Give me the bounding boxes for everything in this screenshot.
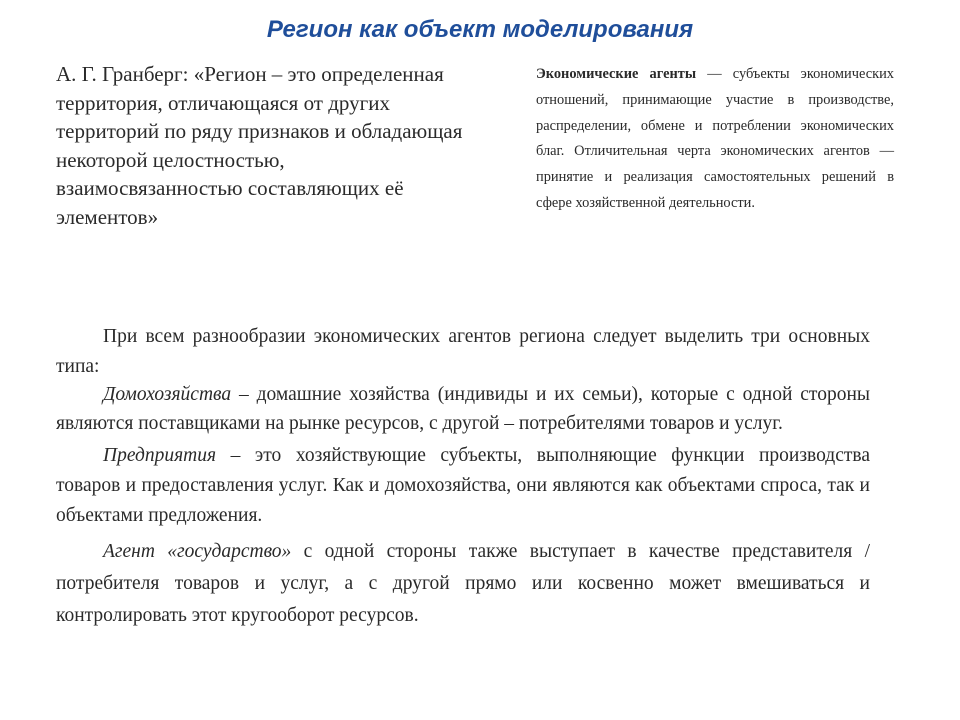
agent-types-text <box>56 322 870 632</box>
households-text: – домашние хозяйства (индивиды и их семьи), которые с одной стороны являются поставщиками на рынке ресурсов, с другой – потребителями товаров и услуг. <box>56 384 870 434</box>
slide-title: Регион как объект моделирования <box>266 16 694 43</box>
definition-text: — субъекты экономических отношений, принимающие участие в производстве, распределении, обмене и потреблении экономических благ. Отличительная черта экономических агентов — принятие и реализация самостоятельных решений в сфере хозяйственной деятельности. <box>536 66 894 211</box>
economic-agents-definition <box>536 62 894 217</box>
state-paragraph <box>56 536 870 632</box>
firms-term: Предприятия <box>103 445 217 467</box>
state-text: с одной стороны также выступает в качестве представителя / потребителя товаров и услуг, а с другой прямо или косвенно может вмешиваться и контролировать этот кругооборот ресурсов. <box>56 541 870 627</box>
households-term: Домохозяйства <box>103 384 232 406</box>
firms-text: – это хозяйствующие субъекты, выполняющие функции производства товаров и предоставления услуг. Как и домохозяйства, они являются как объектами спроса, так и объектами предложения. <box>56 445 870 526</box>
granberg-quote: А. Г. Гранберг: «Регион – это определенная территория, отличающаяся от других территорий по ряду признаков и обладающая некоторой целостностью, взаимосвязанностью составляющих её элементов» <box>56 62 463 229</box>
intro-paragraph: При всем разнообразии экономических агентов региона следует выделить три основных типа: <box>56 326 870 377</box>
households-paragraph <box>56 381 870 438</box>
state-term: Агент «государство» <box>103 541 292 563</box>
definition-term: Экономические агенты <box>536 66 697 82</box>
firms-paragraph <box>56 441 870 530</box>
